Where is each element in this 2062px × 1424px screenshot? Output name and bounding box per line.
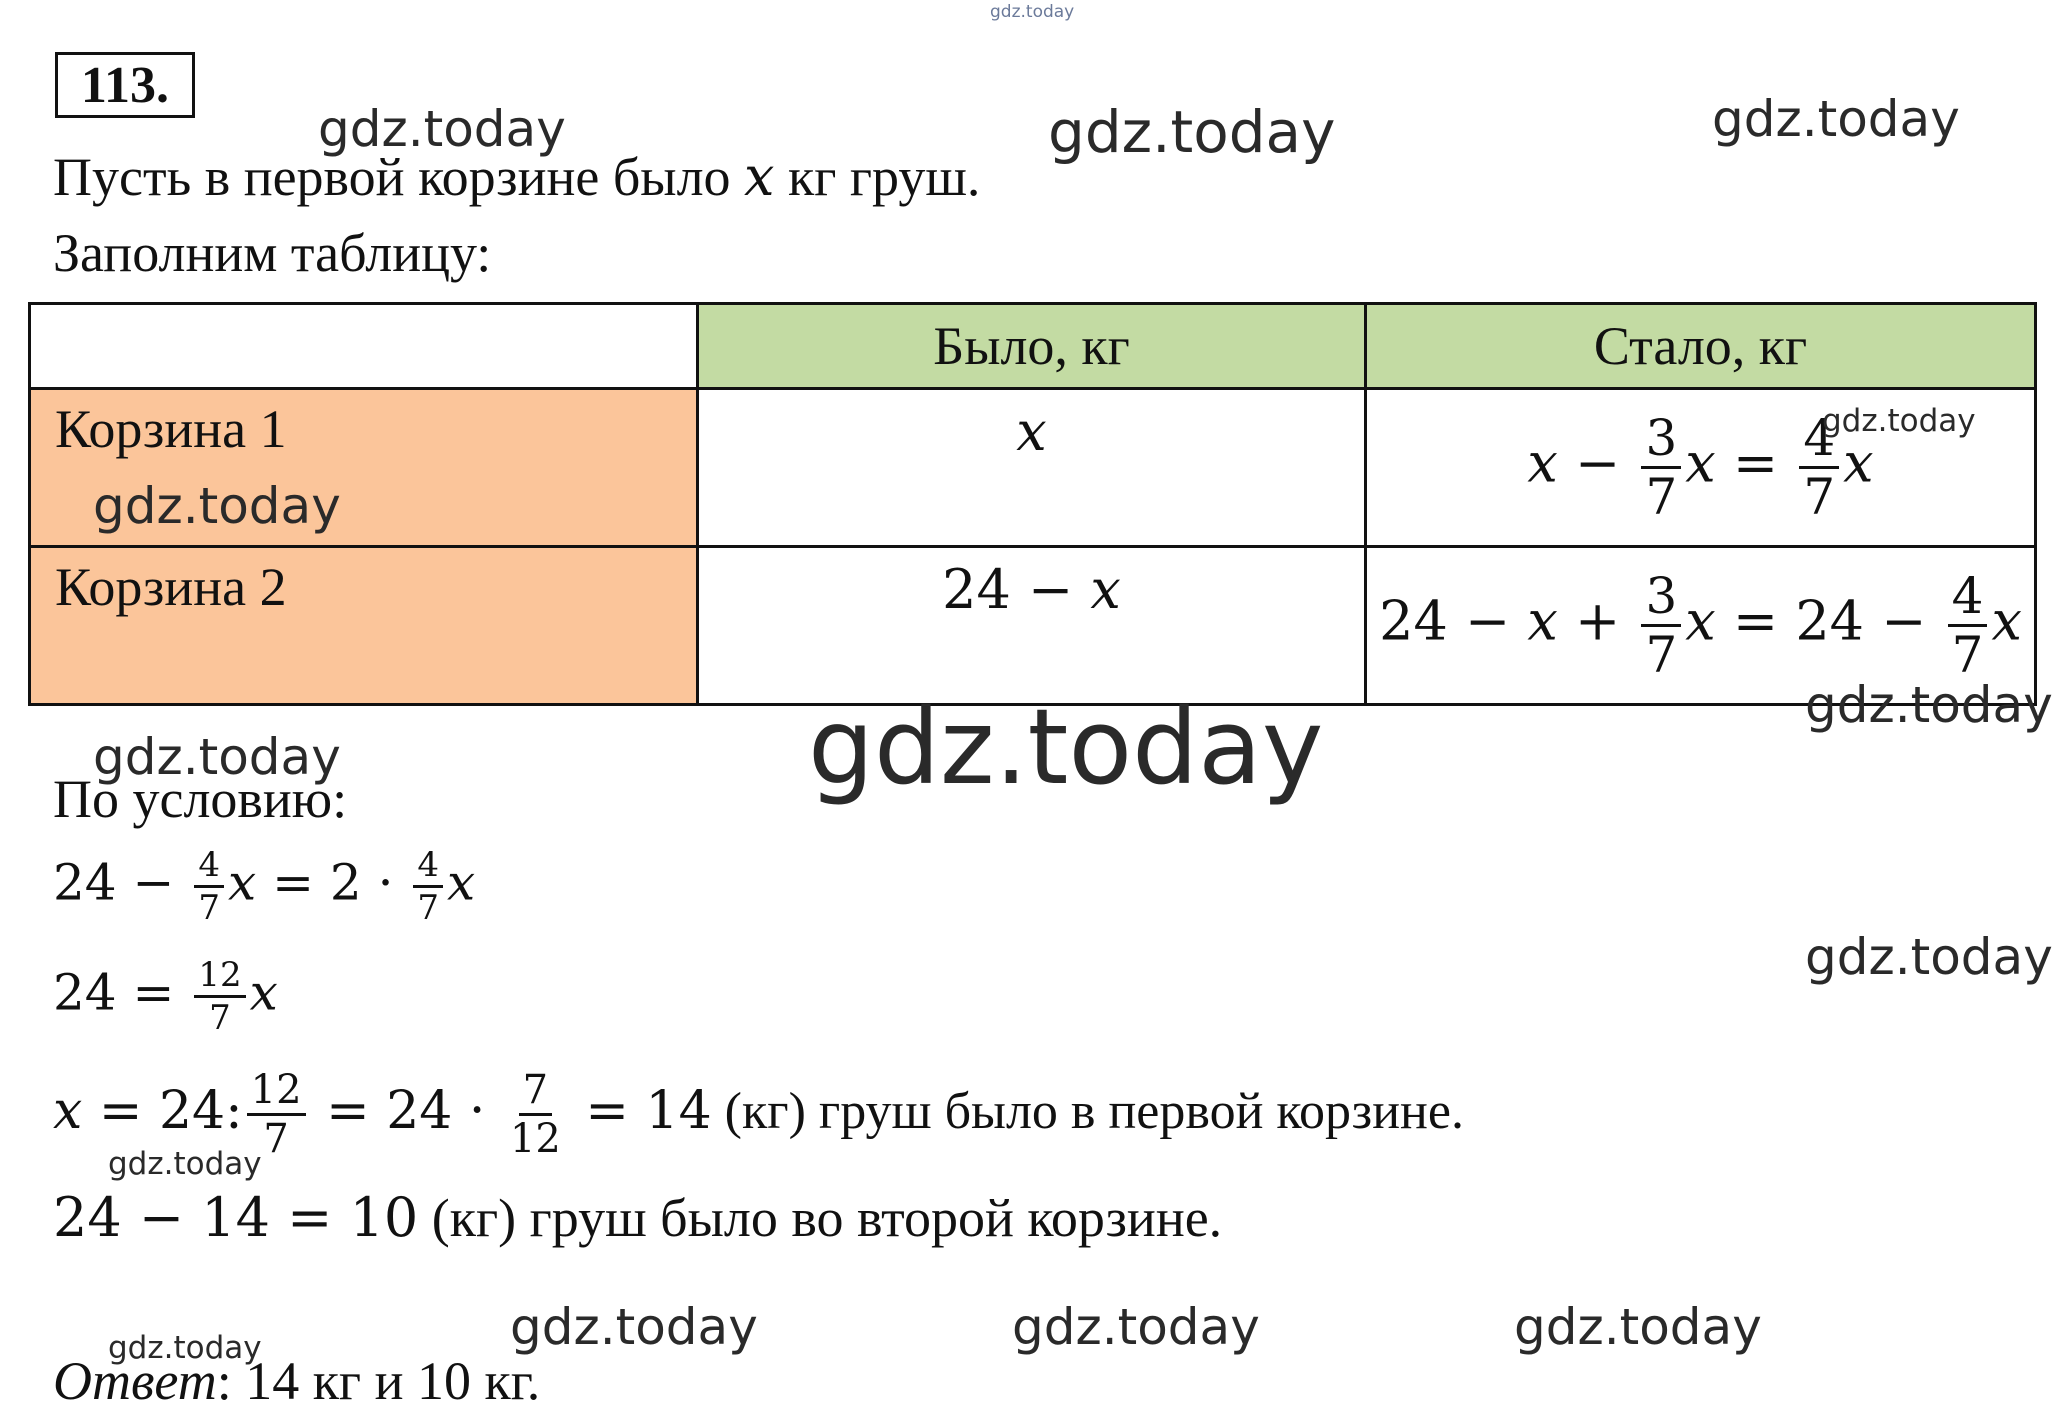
cell-was-1 (698, 389, 1366, 547)
watermark-text: gdz.today (108, 1330, 262, 1366)
equation-1 (53, 845, 476, 928)
math-x: x (249, 963, 278, 1022)
watermark-text: gdz.today (808, 686, 1324, 808)
variable-x: x (744, 145, 775, 208)
table-row (30, 547, 2036, 705)
watermark-text: gdz.today (318, 100, 566, 158)
numerator: 4 (194, 848, 224, 888)
denominator: 7 (1645, 626, 1678, 684)
watermark-text: gdz.today (1805, 676, 2053, 734)
denominator: 7 (1645, 468, 1678, 526)
math-x: x (1843, 431, 1874, 495)
math-x: x (1016, 400, 1047, 463)
denominator: 12 (509, 1116, 561, 1162)
math-text: = 14 (585, 1081, 712, 1141)
math-text: = 24 · (326, 1081, 486, 1141)
math-x: x (227, 853, 257, 912)
header-was: Было, кг (698, 304, 1366, 389)
fraction (1948, 567, 1988, 684)
cell-was-2 (698, 547, 1366, 705)
equation-4-text: (кг) груш было во второй корзине. (431, 1188, 1223, 1248)
header-became: Стало, кг (1366, 304, 2036, 389)
answer-text: : 14 кг и 10 кг. (216, 1351, 541, 1411)
watermark-text: gdz.today (108, 1146, 262, 1182)
equation-3-text: (кг) груш было в первой корзине. (724, 1083, 1464, 1140)
watermark-text: gdz.today (1822, 403, 1976, 439)
equation-3 (53, 1067, 1464, 1162)
watermark-text: gdz.today (1012, 1298, 1260, 1356)
header-blank (30, 304, 698, 389)
denominator: 7 (1951, 626, 1984, 684)
watermark-text: gdz.today (1805, 928, 2053, 986)
math-number: 24 − (1379, 589, 1511, 653)
watermark-text: gdz.today (510, 1298, 758, 1356)
intro-line-2: Заполним таблицу: (53, 223, 492, 283)
numerator: 4 (413, 848, 443, 888)
math-x: x (1991, 589, 2022, 653)
watermark-text: gdz.today (93, 477, 341, 535)
row-label-basket-2: Корзина 2 (30, 547, 698, 705)
math-number: 24 − (942, 558, 1074, 621)
math-x: x (1527, 431, 1558, 495)
watermark-text: gdz.today (1048, 98, 1336, 166)
watermark-text: gdz.today (1514, 1298, 1762, 1356)
fraction (194, 955, 245, 1038)
numerator: 7 (519, 1070, 552, 1116)
intro-text-a: Пусть в первой корзине было (53, 147, 731, 207)
math-x: x (53, 1081, 83, 1141)
numerator: 4 (1948, 571, 1988, 627)
denominator: 7 (263, 1116, 289, 1162)
math-x: x (1527, 589, 1558, 653)
math-op: = 24 − (1732, 589, 1927, 653)
problem-number: 113. (55, 52, 195, 118)
math-text: = 2 · (272, 853, 394, 912)
watermark-text: gdz.today (1712, 90, 1960, 148)
watermark-text: gdz.today (93, 728, 341, 786)
fraction (1641, 409, 1681, 526)
math-op: − (1575, 431, 1621, 495)
numerator: 3 (1641, 413, 1681, 469)
fraction (1641, 567, 1681, 684)
math-x: x (1090, 558, 1121, 621)
math-op: = (1732, 431, 1779, 495)
row-label-basket-1: Корзина 1 (30, 389, 698, 547)
math-text: 24 − (53, 853, 175, 912)
math-text: 24 = (53, 963, 175, 1022)
numerator: 4 (1799, 413, 1839, 469)
equation-4-math: 24 − 14 = 10 (53, 1186, 419, 1249)
fraction (413, 845, 443, 928)
denominator: 7 (417, 888, 440, 928)
fraction (506, 1067, 565, 1162)
math-op: + (1575, 589, 1621, 653)
denominator: 7 (198, 888, 220, 928)
math-x: x (1685, 431, 1716, 495)
condition-title: По условию: (53, 769, 348, 829)
intro-text-b: кг груш. (788, 147, 981, 207)
fraction (194, 845, 224, 928)
numerator: 3 (1641, 571, 1681, 627)
math-x: x (1685, 589, 1716, 653)
intro-line-1 (53, 145, 980, 208)
answer-label: Ответ (53, 1351, 217, 1411)
numerator: 12 (247, 1070, 306, 1116)
denominator: 7 (1803, 468, 1836, 526)
watermark-text: gdz.today (990, 2, 1075, 22)
denominator: 7 (209, 998, 231, 1038)
equation-4 (53, 1186, 1222, 1249)
numerator: 12 (194, 958, 245, 998)
table-header-row (30, 304, 2036, 389)
equation-2 (53, 955, 278, 1038)
math-text: = 24: (98, 1081, 243, 1141)
equation-3-math (53, 1067, 712, 1162)
answer-line (53, 1350, 540, 1412)
math-x: x (447, 853, 476, 912)
